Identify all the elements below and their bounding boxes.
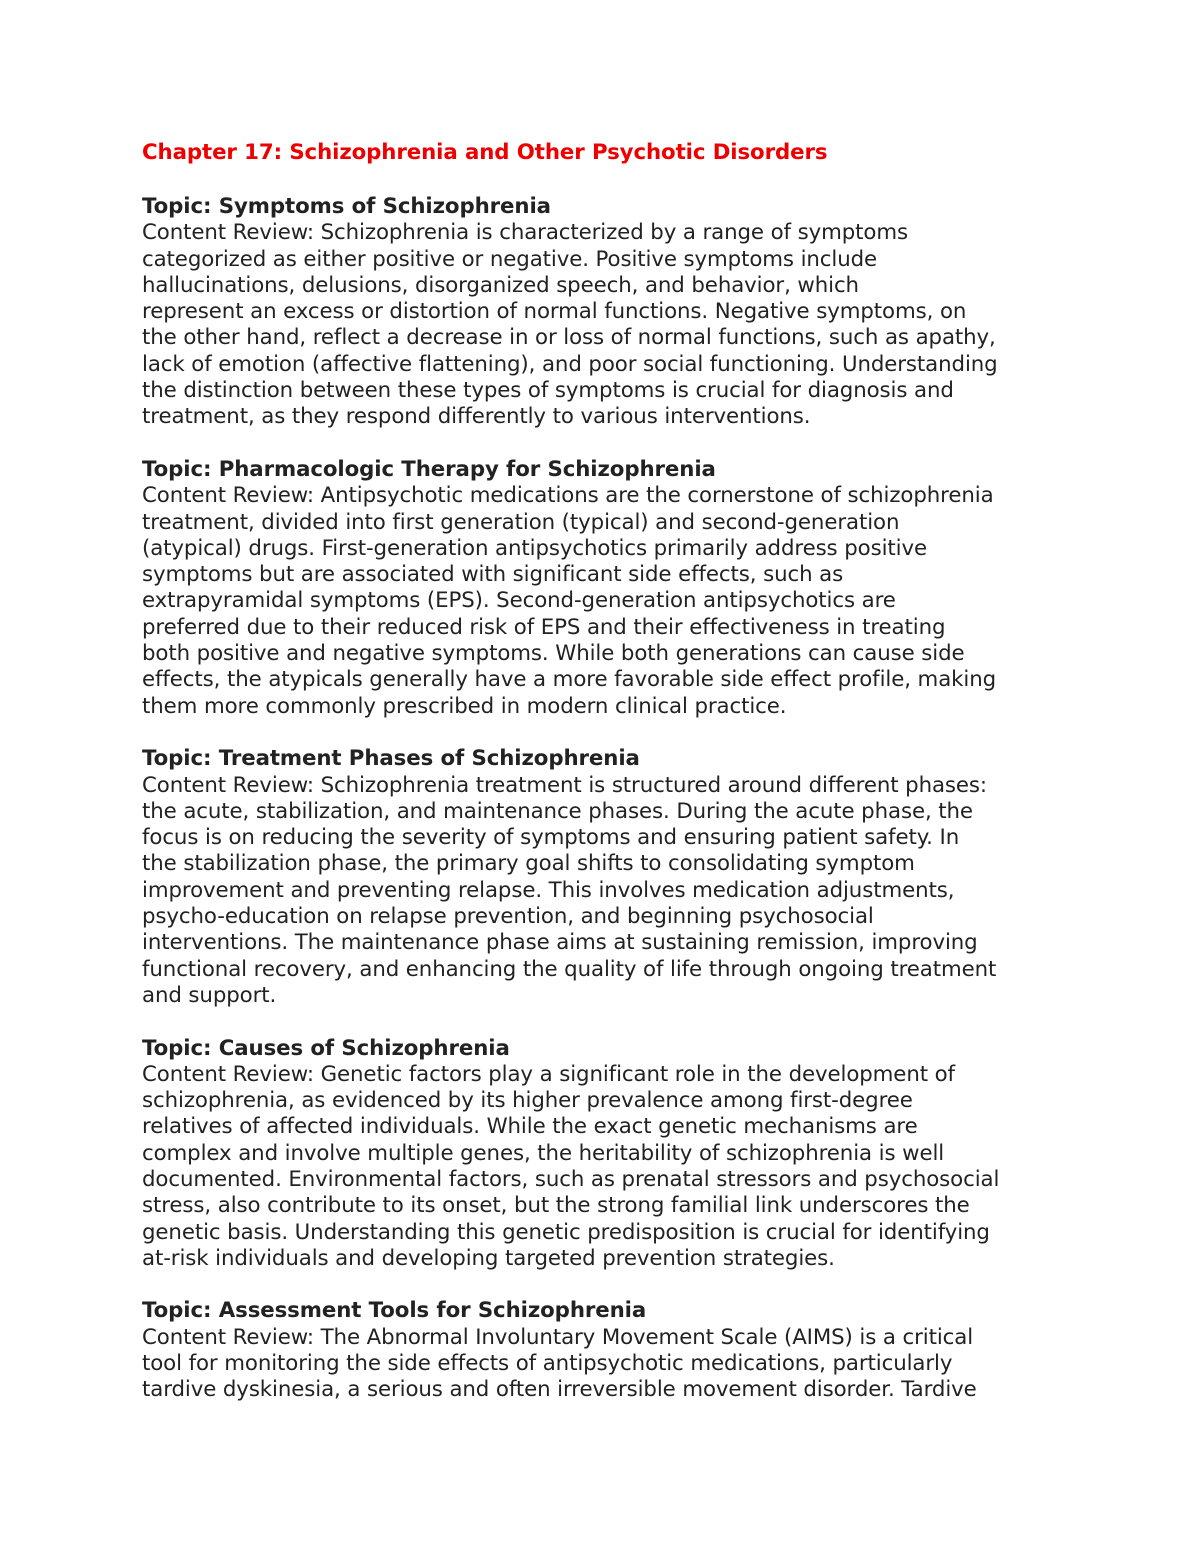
text-line: interventions. The maintenance phase aims at sustaining remission, improving xyxy=(142,930,978,956)
text-line: categorized as either positive or negative. Positive symptoms include xyxy=(142,246,878,272)
text-line: tool for monitoring the side effects of antipsychotic medications, particularly xyxy=(142,1351,953,1377)
text-line: improvement and preventing relapse. This involves medication adjustments, xyxy=(142,877,955,903)
text-line: genetic basis. Understanding this genetic predisposition is crucial for identifying xyxy=(142,1219,990,1245)
text-line: documented. Environmental factors, such as prenatal stressors and psychosocial xyxy=(142,1166,1000,1192)
section-pharmacologic-therapy xyxy=(142,457,1072,720)
topic-heading: Topic: Pharmacologic Therapy for Schizophrenia xyxy=(142,456,716,482)
text-line: represent an excess or distortion of normal functions. Negative symptoms, on xyxy=(142,299,967,325)
text-line: at-risk individuals and developing targeted prevention strategies. xyxy=(142,1245,835,1271)
content-review xyxy=(142,220,1072,430)
text-line: schizophrenia, as evidenced by its higher prevalence among first-degree xyxy=(142,1088,913,1114)
section-causes xyxy=(142,1036,1072,1273)
topic-heading: Topic: Assessment Tools for Schizophrenia xyxy=(142,1298,647,1324)
text-line: stress, also contribute to its onset, but the strong familial link underscores the xyxy=(142,1193,970,1219)
text-line: the stabilization phase, the primary goal shifts to consolidating symptom xyxy=(142,851,915,877)
text-line: and support. xyxy=(142,982,277,1008)
text-line: psycho-education on relapse prevention, and beginning psychosocial xyxy=(142,904,874,930)
text-line: symptoms but are associated with significant side effects, such as xyxy=(142,562,844,588)
text-line: Content Review: Schizophrenia is characterized by a range of symptoms xyxy=(142,220,908,246)
text-line: functional recovery, and enhancing the quality of life through ongoing treatment xyxy=(142,956,997,982)
text-line: the other hand, reflect a decrease in or loss of normal functions, such as apathy, xyxy=(142,325,996,351)
text-line: relatives of affected individuals. While the exact genetic mechanisms are xyxy=(142,1114,918,1140)
topic-heading: Topic: Symptoms of Schizophrenia xyxy=(142,194,551,219)
section-assessment-tools xyxy=(142,1298,1072,1403)
section-treatment-phases xyxy=(142,746,1072,1009)
text-line: focus is on reducing the severity of symptoms and ensuring patient safety. In xyxy=(142,825,960,851)
text-line: both positive and negative symptoms. While both generations can cause side xyxy=(142,641,965,667)
text-line: lack of emotion (affective flattening), and poor social functioning. Understanding xyxy=(142,351,998,377)
text-line: tardive dyskinesia, a serious and often irreversible movement disorder. Tardive xyxy=(142,1377,977,1403)
chapter-title: Chapter 17: Schizophrenia and Other Psychotic Disorders xyxy=(142,140,828,165)
topic-heading: Topic: Treatment Phases of Schizophrenia xyxy=(142,746,640,772)
text-line: treatment, as they respond differently to various interventions. xyxy=(142,404,811,430)
text-line: Content Review: Genetic factors play a significant role in the development of xyxy=(142,1061,955,1087)
section-symptoms xyxy=(142,194,1072,431)
text-line: preferred due to their reduced risk of EPS and their effectiveness in treating xyxy=(142,614,946,640)
content-review xyxy=(142,483,1072,720)
topic-heading: Topic: Causes of Schizophrenia xyxy=(142,1035,510,1061)
text-line: hallucinations, delusions, disorganized speech, and behavior, which xyxy=(142,272,859,298)
document-page xyxy=(142,138,1072,1430)
text-line: complex and involve multiple genes, the heritability of schizophrenia is well xyxy=(142,1140,945,1166)
text-line: the distinction between these types of symptoms is crucial for diagnosis and xyxy=(142,378,954,404)
text-line: effects, the atypicals generally have a more favorable side effect profile, making xyxy=(142,667,997,693)
text-line: treatment, divided into first generation (typical) and second-generation xyxy=(142,509,900,535)
content-review xyxy=(142,773,1072,1010)
text-line: them more commonly prescribed in modern clinical practice. xyxy=(142,693,787,719)
content-review xyxy=(142,1325,1072,1404)
text-line: Content Review: Antipsychotic medications are the cornerstone of schizophrenia xyxy=(142,483,994,509)
content-review xyxy=(142,1062,1072,1272)
text-line: Content Review: Schizophrenia treatment is structured around different phases: xyxy=(142,772,987,798)
text-line: the acute, stabilization, and maintenance phases. During the acute phase, the xyxy=(142,798,973,824)
text-line: Content Review: The Abnormal Involuntary Movement Scale (AIMS) is a critical xyxy=(142,1324,974,1350)
text-line: (atypical) drugs. First-generation antipsychotics primarily address positive xyxy=(142,535,927,561)
text-line: extrapyramidal symptoms (EPS). Second-generation antipsychotics are xyxy=(142,588,896,614)
